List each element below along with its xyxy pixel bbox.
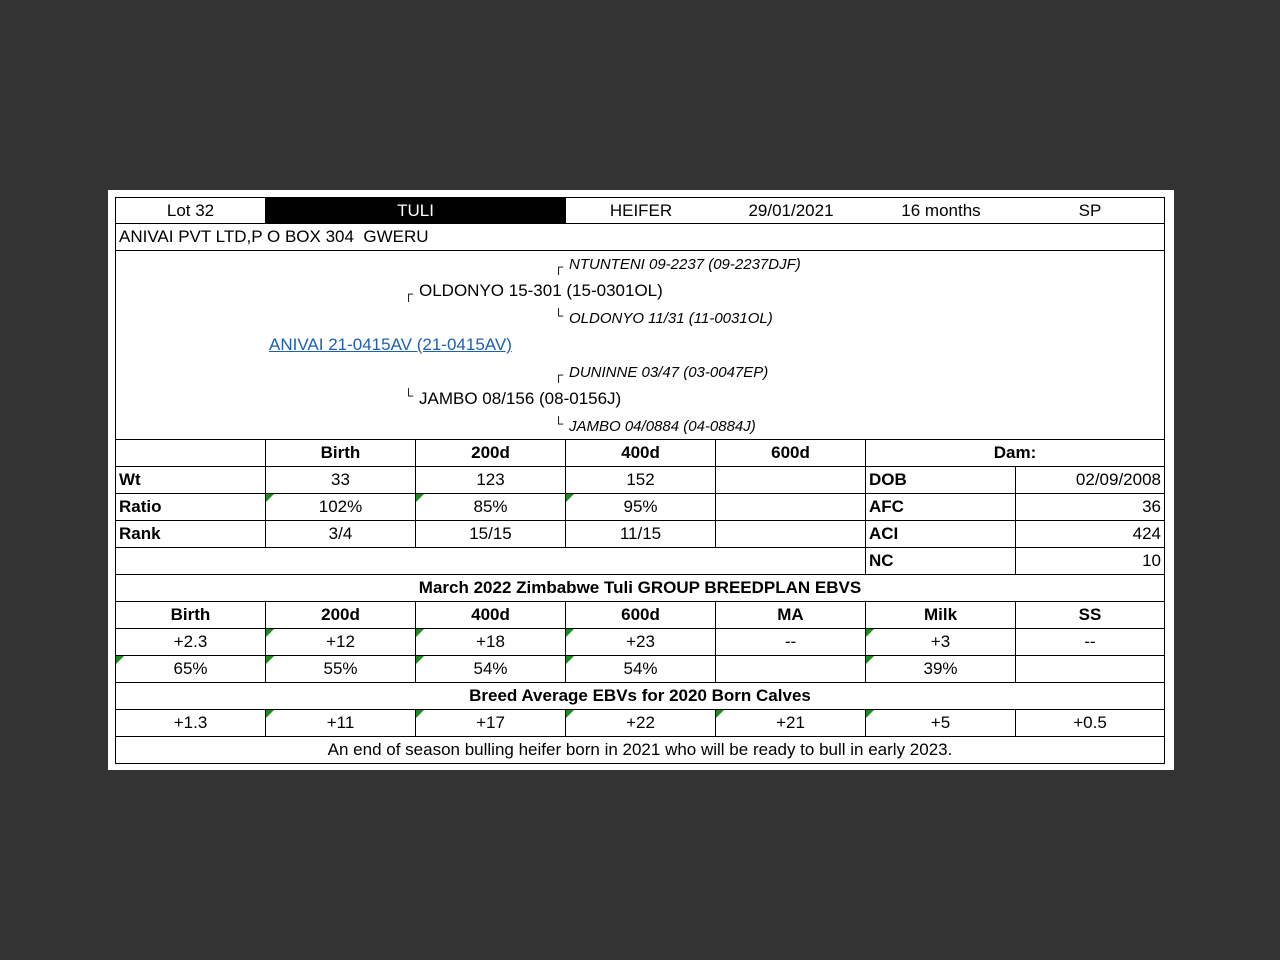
note-marker (266, 710, 274, 718)
avg-milk (866, 710, 1016, 736)
ebv-milk-value: +3 (930, 632, 951, 651)
rank-label: Rank (116, 521, 266, 547)
avg-200d-value: +11 (326, 713, 355, 732)
dam-label: Dam: (993, 443, 1037, 462)
avg-ma-value: +21 (776, 713, 805, 732)
animal-name[interactable] (269, 335, 512, 355)
note-marker (266, 656, 274, 664)
perf-header-600d: 600d (716, 440, 866, 466)
rank-birth: 3/4 (266, 521, 416, 547)
perf-header-200d: 200d (416, 440, 566, 466)
acc-200d-value: 55% (323, 659, 358, 678)
note-marker (416, 710, 424, 718)
owner-row (115, 224, 1165, 251)
ebv-600d (566, 629, 716, 655)
note-marker (566, 656, 574, 664)
ratio-row (115, 494, 1165, 521)
wt-label: Wt (116, 467, 266, 493)
ebv-accuracy-row (115, 656, 1165, 683)
animal-link[interactable]: ANIVAI 21-0415AV (21-0415AV) (269, 335, 512, 354)
bracket-top-2: ┌ (404, 286, 414, 301)
ebv-ma: -- (716, 629, 866, 655)
ratio-400d (566, 494, 716, 520)
ebv-header-ma: MA (716, 602, 866, 628)
wt-200d: 123 (416, 467, 566, 493)
acc-milk-value: 39% (923, 659, 958, 678)
acc-milk (866, 656, 1016, 682)
breed-avg-title-row (115, 683, 1165, 710)
sire-sire: NTUNTENI 09-2237 (09-2237DJF) (569, 256, 801, 273)
note-marker (416, 656, 424, 664)
dam-afc-value: 36 (1142, 497, 1161, 516)
note-marker (566, 494, 574, 502)
avg-600d (566, 710, 716, 736)
acc-600d-value: 54% (623, 659, 658, 678)
ratio-birth-value: 102% (318, 497, 363, 516)
note-marker (866, 656, 874, 664)
performance-header (115, 440, 1165, 467)
avg-400d-value: +17 (476, 713, 505, 732)
dam-sire: DUNINNE 03/47 (03-0047EP) (569, 364, 769, 381)
dam-dob-label: DOB (866, 467, 1016, 493)
ebv-title-row (115, 575, 1165, 602)
acc-ss (1016, 656, 1164, 682)
acc-400d-value: 54% (473, 659, 508, 678)
acc-birth (116, 656, 266, 682)
dam-afc-label: AFC (866, 494, 1016, 520)
age-cell: 16 months (901, 200, 981, 220)
lot-table (115, 197, 1165, 764)
dob-cell: 29/01/2021 (748, 200, 834, 220)
ebv-header-row (115, 602, 1165, 629)
perf-header-birth: Birth (266, 440, 416, 466)
note-marker (866, 710, 874, 718)
wt-400d: 152 (566, 467, 716, 493)
wt-600d (716, 467, 866, 493)
dam-aci-label: ACI (866, 521, 1016, 547)
ebv-title: March 2022 Zimbabwe Tuli GROUP BREEDPLAN EBVS (418, 578, 862, 597)
ratio-200d-value: 85% (473, 497, 508, 516)
ebv-400d-value: +18 (476, 632, 505, 651)
ebv-200d (266, 629, 416, 655)
note-marker (266, 629, 274, 637)
owner-address: ANIVAI PVT LTD,P O BOX 304 GWERU (119, 227, 429, 246)
acc-birth-value: 65% (173, 659, 208, 678)
note-marker (416, 494, 424, 502)
note-marker (866, 629, 874, 637)
bracket-bottom-1: └ (554, 308, 564, 323)
ebv-header-600d: 600d (566, 602, 716, 628)
sire: OLDONYO 15-301 (15-0301OL) (419, 281, 663, 300)
lot-number: Lot 32 (116, 198, 266, 223)
note-marker (416, 629, 424, 637)
dam-aci-value: 424 (1132, 524, 1161, 543)
ratio-600d (716, 494, 866, 520)
ebv-values-row (115, 629, 1165, 656)
header-row (115, 197, 1165, 224)
acc-400d (416, 656, 566, 682)
acc-ma (716, 656, 866, 682)
avg-ma (716, 710, 866, 736)
dam-dob-value: 02/09/2008 (1075, 470, 1161, 489)
bracket-bottom-3: └ (554, 416, 564, 431)
dam: JAMBO 08/156 (08-0156J) (419, 389, 622, 408)
ratio-400d-value: 95% (623, 497, 658, 516)
note-marker (116, 656, 124, 664)
ebv-ss: -- (1084, 632, 1096, 651)
bracket-bottom-2: └ (404, 388, 414, 403)
avg-400d (416, 710, 566, 736)
note-marker (566, 710, 574, 718)
acc-200d (266, 656, 416, 682)
rank-600d (716, 521, 866, 547)
ratio-label: Ratio (116, 494, 266, 520)
breed-cell: TULI (266, 198, 566, 223)
bracket-top-3: ┌ (554, 367, 564, 382)
comment: An end of season bulling heifer born in 2021 who will be ready to bull in early 2023. (327, 740, 953, 759)
wt-row (115, 467, 1165, 494)
ebv-600d-value: +23 (626, 632, 655, 651)
pedigree-block (115, 251, 1165, 440)
rank-400d: 11/15 (566, 521, 716, 547)
ratio-birth (266, 494, 416, 520)
avg-200d (266, 710, 416, 736)
ebv-header-birth: Birth (116, 602, 266, 628)
note-marker (566, 629, 574, 637)
perf-blank (116, 440, 266, 466)
ebv-birth: +2.3 (116, 629, 266, 655)
comment-row (115, 737, 1165, 764)
ebv-milk (866, 629, 1016, 655)
avg-ss: +0.5 (1073, 713, 1107, 732)
dam-nc-value: 10 (1142, 551, 1161, 570)
code-cell: SP (1078, 200, 1102, 220)
wt-birth: 33 (266, 467, 416, 493)
note-marker (716, 710, 724, 718)
perf-header-400d: 400d (566, 440, 716, 466)
dam-dam: JAMBO 04/0884 (04-0884J) (569, 418, 756, 435)
acc-600d (566, 656, 716, 682)
ebv-header-400d: 400d (416, 602, 566, 628)
ebv-200d-value: +12 (326, 632, 355, 651)
nc-row (115, 548, 1165, 575)
bracket-top-1: ┌ (554, 259, 564, 274)
lot-card (108, 190, 1174, 770)
rank-row (115, 521, 1165, 548)
ebv-400d (416, 629, 566, 655)
sire-dam: OLDONYO 11/31 (11-0031OL) (569, 310, 773, 327)
note-marker (266, 494, 274, 502)
sex-cell: HEIFER (609, 200, 673, 220)
ebv-header-milk: Milk (866, 602, 1016, 628)
avg-milk-value: +5 (930, 713, 951, 732)
rank-200d: 15/15 (416, 521, 566, 547)
nc-spacer (116, 548, 866, 574)
breed-avg-title: Breed Average EBVs for 2020 Born Calves (469, 686, 811, 705)
avg-birth: +1.3 (116, 710, 266, 736)
dam-nc-label: NC (866, 548, 1016, 574)
ratio-200d (416, 494, 566, 520)
breed-avg-row (115, 710, 1165, 737)
avg-600d-value: +22 (626, 713, 655, 732)
ebv-header-200d: 200d (266, 602, 416, 628)
ebv-header-ss: SS (1078, 605, 1102, 624)
